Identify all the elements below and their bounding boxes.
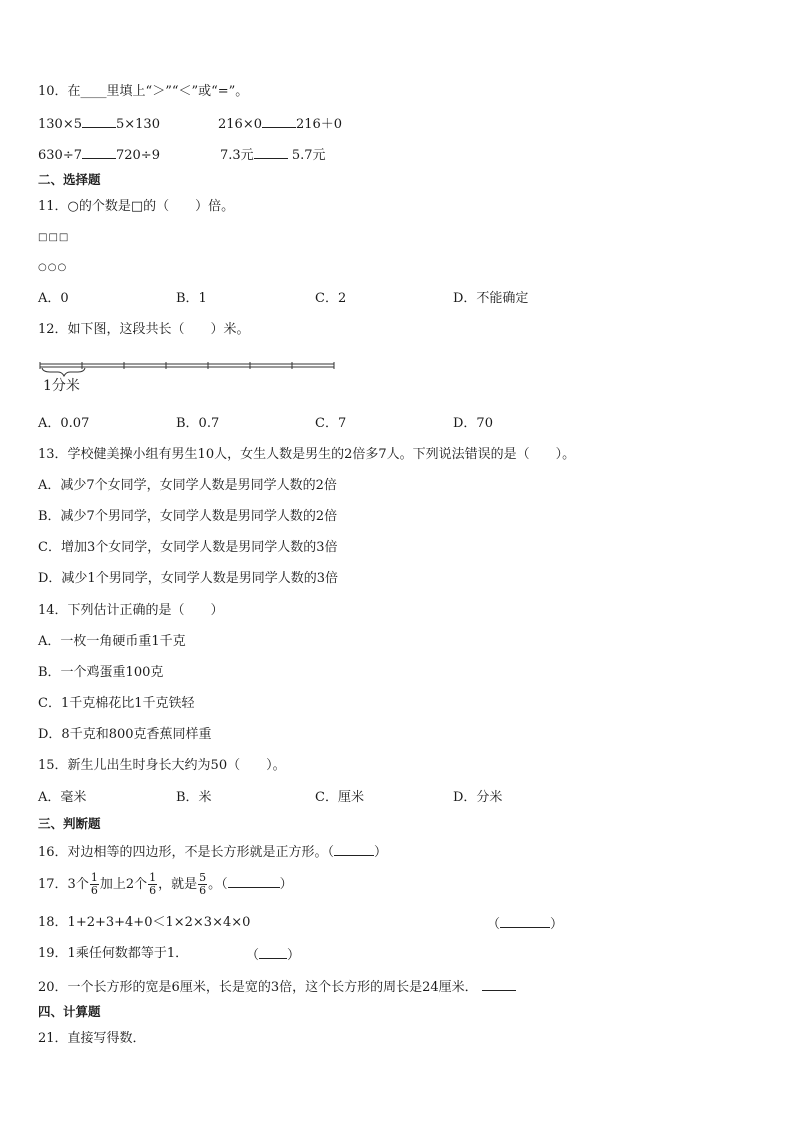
q19-open-paren: （ xyxy=(246,948,260,963)
question-21-prompt: 21．直接写得数． xyxy=(38,1031,146,1046)
question-18-text: 18．1+2+3+4+0＜1×2×3×4×0 xyxy=(38,915,251,930)
answer-blank[interactable] xyxy=(482,978,516,991)
q14-option-c[interactable]: C．1千克棉花比1千克铁轻 xyxy=(38,696,195,711)
ruler-label: 1分米 xyxy=(43,378,80,394)
q11-option-b[interactable]: B．1 xyxy=(176,291,207,306)
question-17 xyxy=(38,870,293,900)
q18-open-paren: （ xyxy=(487,917,501,932)
q11-option-a[interactable]: A．0 xyxy=(38,291,69,306)
q17-end: 。（ xyxy=(208,877,228,892)
q10-comparison-4 xyxy=(220,146,326,164)
q16-close-paren: ） xyxy=(374,845,388,860)
question-14-prompt: 14．下列估计正确的是（ ） xyxy=(38,603,224,618)
section-heading-judgement: 三、判断题 xyxy=(38,816,101,831)
q10-comparison-2 xyxy=(218,115,342,133)
q10-left-expr: 130×5 xyxy=(38,117,82,132)
answer-blank[interactable] xyxy=(254,146,288,159)
q10-right-expr: 720÷9 xyxy=(115,148,160,163)
circle-symbols: ○○○ xyxy=(38,262,68,273)
q15-option-d[interactable]: D．分米 xyxy=(453,790,503,805)
q10-left-expr: 216×0 xyxy=(218,117,262,132)
section-heading-calculation: 四、计算题 xyxy=(38,1004,101,1019)
square-symbols: □□□ xyxy=(38,232,70,243)
q13-option-d[interactable]: D．减少1个男同学，女同学人数是男同学人数的3倍 xyxy=(38,571,338,586)
q15-option-a[interactable]: A．毫米 xyxy=(38,790,87,805)
q13-option-b[interactable]: B．减少7个男同学，女同学人数是男同学人数的2倍 xyxy=(38,509,338,524)
question-16 xyxy=(38,843,387,861)
q12-option-b[interactable]: B．0.7 xyxy=(176,416,220,431)
q10-left-expr: 630÷7 xyxy=(38,148,82,163)
q12-option-d[interactable]: D．70 xyxy=(453,416,493,431)
q15-option-c[interactable]: C．厘米 xyxy=(315,790,364,805)
question-19-answer xyxy=(246,946,300,964)
ruler-ticks xyxy=(40,362,334,369)
q17-mid: 加上2个 xyxy=(99,877,148,892)
q10-right-expr: 216＋0 xyxy=(295,117,343,132)
q11-option-d[interactable]: D．不能确定 xyxy=(453,291,529,306)
question-13-prompt: 13．学校健美操小组有男生10人，女生人数是男生的2倍多7人。下列说法错误的是（ ）。 xyxy=(38,447,576,462)
q17-close-paren: ） xyxy=(279,877,293,892)
q11-option-c[interactable]: C．2 xyxy=(315,291,347,306)
ruler-brace xyxy=(42,368,85,376)
question-10-prompt: 10．在____里填上“＞”“＜”或“=”。 xyxy=(38,84,249,99)
answer-blank[interactable] xyxy=(228,875,280,888)
q19-close-paren: ） xyxy=(287,948,301,963)
q13-option-a[interactable]: A．减少7个女同学，女同学人数是男同学人数的2倍 xyxy=(38,478,337,493)
question-15-prompt: 15．新生儿出生时身长大约为50（ ）。 xyxy=(38,758,286,773)
ruler-figure xyxy=(38,356,338,396)
q15-option-b[interactable]: B．米 xyxy=(176,790,212,805)
q17-pre: 17．3个 xyxy=(38,877,89,892)
q12-option-a[interactable]: A．0.07 xyxy=(38,416,90,431)
frac-numerator: 5 xyxy=(199,871,207,884)
frac-numerator: 1 xyxy=(149,871,157,884)
answer-blank[interactable] xyxy=(500,915,550,928)
answer-blank[interactable] xyxy=(259,946,287,959)
section-heading-choice: 二、选择题 xyxy=(38,172,101,187)
q18-close-paren: ） xyxy=(550,917,564,932)
q10-right-expr: 5.7元 xyxy=(291,148,326,163)
frac-denominator: 6 xyxy=(199,884,207,897)
answer-blank[interactable] xyxy=(334,843,374,856)
fraction-one-sixth xyxy=(90,872,99,897)
answer-blank[interactable] xyxy=(82,115,116,128)
question-20 xyxy=(38,978,516,996)
answer-blank[interactable] xyxy=(262,115,296,128)
q10-right-expr: 5×130 xyxy=(115,117,160,132)
q10-comparison-1 xyxy=(38,115,160,133)
q20-text: 20．一个长方形的宽是6厘米，长是宽的3倍，这个长方形的周长是24厘米． xyxy=(38,980,478,995)
fraction-one-sixth xyxy=(148,872,157,897)
q10-left-expr: 7.3元 xyxy=(220,148,254,163)
question-19-text: 19．1乘任何数都等于1． xyxy=(38,946,189,961)
frac-denominator: 6 xyxy=(149,884,157,897)
q14-option-d[interactable]: D．8千克和800克香蕉同样重 xyxy=(38,727,212,742)
q17-post: ，就是 xyxy=(158,877,198,892)
q14-option-a[interactable]: A．一枚一角硬币重1千克 xyxy=(38,634,186,649)
answer-blank[interactable] xyxy=(82,146,116,159)
fraction-five-sixths xyxy=(198,872,207,897)
q14-option-b[interactable]: B．一个鸡蛋重100克 xyxy=(38,665,164,680)
frac-numerator: 1 xyxy=(90,871,98,884)
question-11-prompt: 11．○的个数是□的（ ）倍。 xyxy=(38,199,235,214)
question-18-answer xyxy=(487,915,563,933)
q12-option-c[interactable]: C．7 xyxy=(315,416,347,431)
q10-comparison-3 xyxy=(38,146,160,164)
q13-option-c[interactable]: C．增加3个女同学，女同学人数是男同学人数的3倍 xyxy=(38,540,338,555)
question-12-prompt: 12．如下图，这段共长（ ）米。 xyxy=(38,322,250,337)
frac-denominator: 6 xyxy=(90,884,98,897)
q16-text: 16．对边相等的四边形，不是长方形就是正方形。（ xyxy=(38,845,335,860)
